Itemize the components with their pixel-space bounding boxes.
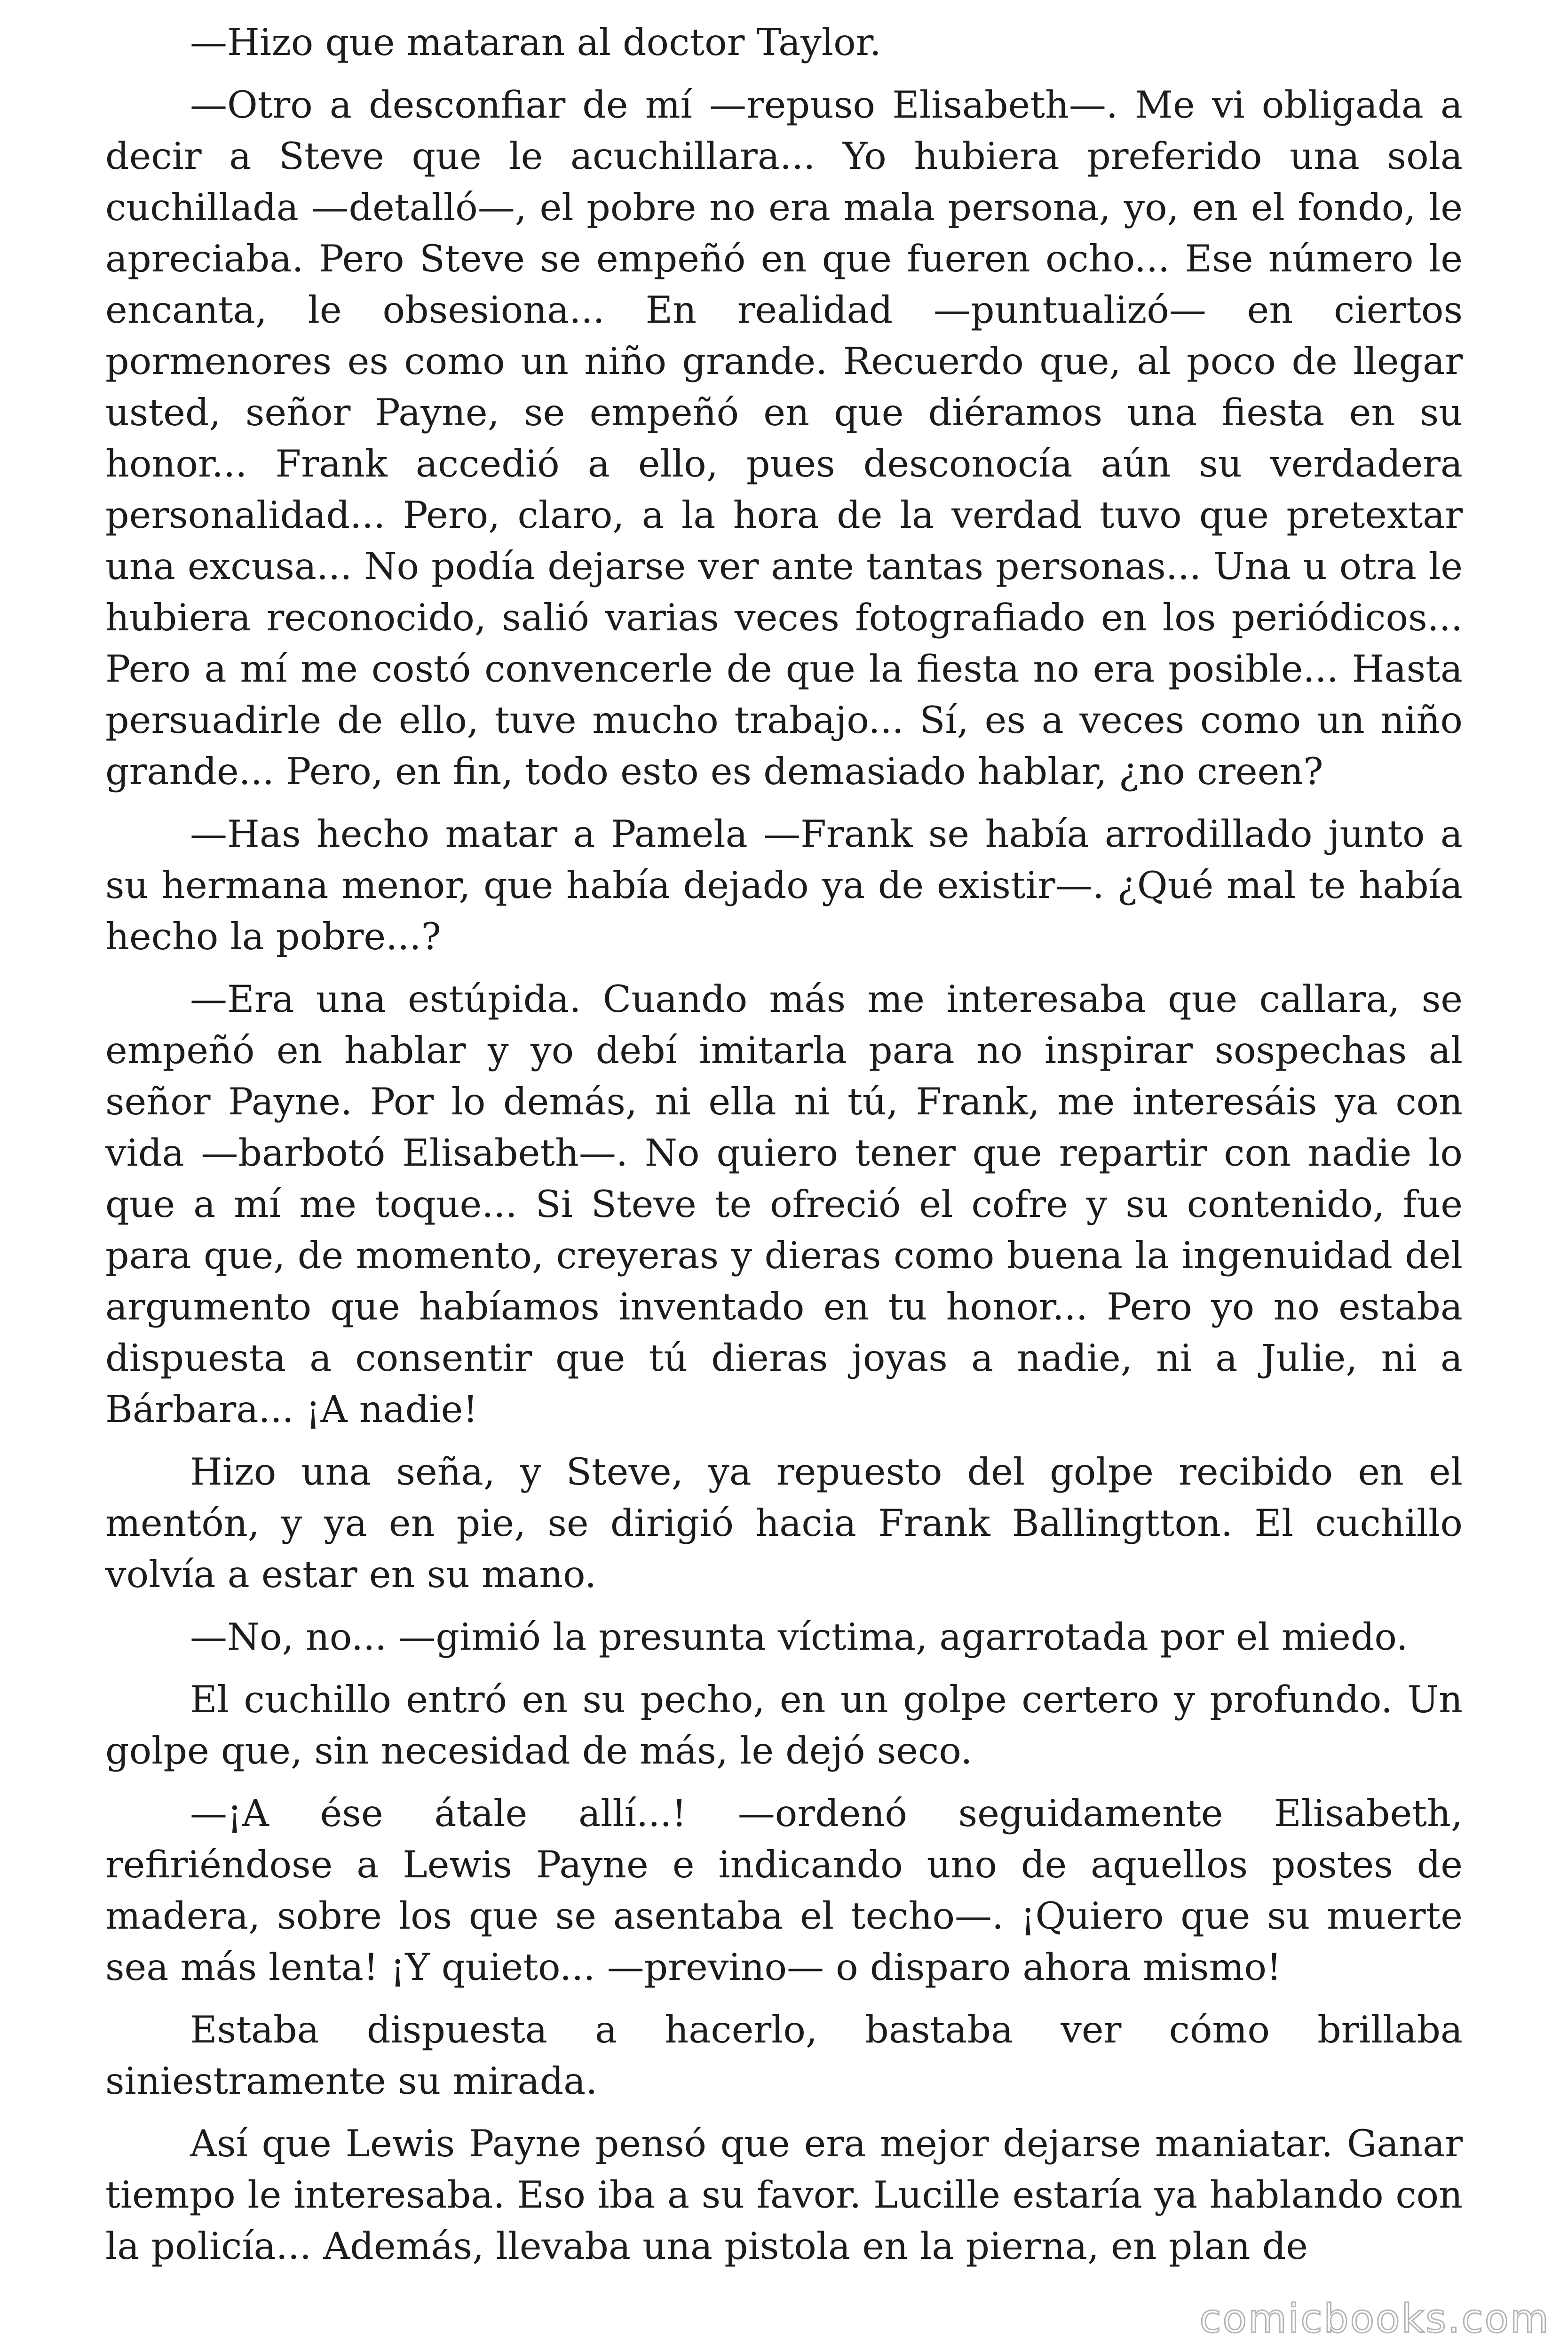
paragraph-4: —Era una estúpida. Cuando más me interesaba que callara, se empeñó en hablar y yo debí imitarla para no inspirar sospechas al señor Payne. Por lo demás, ni ella ni tú, Frank, me interesáis ya con vida —barbotó Elisabeth—. No quiero tener que repartir con nadie lo que a mí me toque... Si Steve te ofreció el cofre y su contenido, fue para que, de momento, creyeras y dieras como buena la ingenuidad del argumento que habíamos inventado en tu honor... Pero yo no estaba dispuesta a consentir que tú dieras joyas a nadie, ni a Julie, ni a Bárbara... ¡A nadie! <box>105 977 1463 1431</box>
paragraph-8: —¡A ése átale allí...! —ordenó seguidamente Elisabeth, refiriéndose a Lewis Payne e indicando uno de aquellos postes de madera, sobre los que se asentaba el techo—. ¡Quiero que su muerte sea más lenta! ¡Y quieto... —previno— o disparo ahora mismo! <box>105 1792 1463 1989</box>
paragraph-7: El cuchillo entró en su pecho, en un golpe certero y profundo. Un golpe que, sin necesidad de más, le dejó seco. <box>105 1678 1463 1772</box>
paragraph-5: Hizo una seña, y Steve, ya repuesto del golpe recibido en el mentón, y ya en pie, se dirigió hacia Frank Ballingtton. El cuchillo volvía a estar en su mano. <box>105 1450 1463 1596</box>
paragraph-3: —Has hecho matar a Pamela —Frank se había arrodillado junto a su hermana menor, que había dejado ya de existir—. ¿Qué mal te había hecho la pobre...? <box>105 812 1463 958</box>
paragraph-9: Estaba dispuesta a hacerlo, bastaba ver cómo brillaba siniestramente su mirada. <box>105 2008 1463 2103</box>
paragraph-6: —No, no... —gimió la presunta víctima, agarrotada por el miedo. <box>190 1615 1408 1659</box>
page-text <box>105 17 1463 2283</box>
paragraph-1: —Hizo que mataran al doctor Taylor. <box>190 21 881 64</box>
paragraph-10: Así que Lewis Payne pensó que era mejor dejarse maniatar. Ganar tiempo le interesaba. Eso iba a su favor. Lucille estaría ya hablando con la policía... Además, llevaba una pistola en la pierna, en plan de <box>105 2122 1463 2268</box>
watermark: comicbooks.com <box>1199 2296 1550 2342</box>
paragraph-2: —Otro a desconfiar de mí —repuso Elisabeth—. Me vi obligada a decir a Steve que le acuchillara... Yo hubiera preferido una sola cuchillada —detalló—, el pobre no era mala persona, yo, en el fondo, le apreciaba. Pero Steve se empeñó en que fueren ocho... Ese número le encanta, le obsesiona... En realidad —puntualizó— en ciertos pormenores es como un niño grande. Recuerdo que, al poco de llegar usted, señor Payne, se empeñó en que diéramos una fiesta en su honor... Frank accedió a ello, pues desconocía aún su verdadera personalidad... Pero, claro, a la hora de la verdad tuvo que pretextar una excusa... No podía dejarse ver ante tantas personas... Una u otra le hubiera reconocido, salió varias veces fotografiado en los periódicos... Pero a mí me costó convencerle de que la fiesta no era posible... Hasta persuadirle de ello, tuve mucho trabajo... Sí, es a veces como un niño grande... Pero, en fin, todo esto es demasiado hablar, ¿no creen? <box>105 83 1463 793</box>
